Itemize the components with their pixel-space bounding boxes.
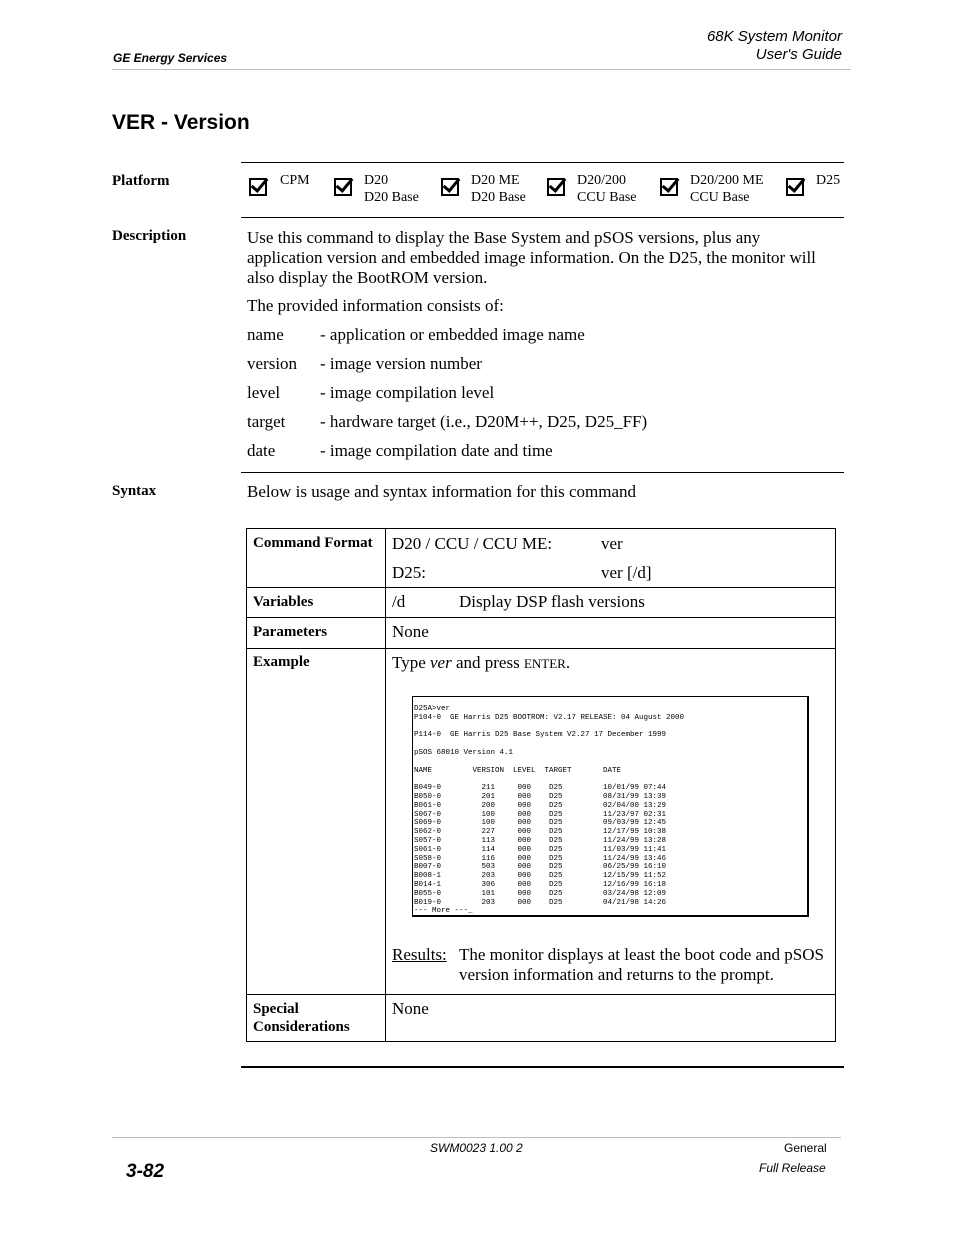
platform-check-icon-cpm	[249, 178, 267, 196]
example-instruction-text: .	[565, 653, 571, 672]
platform-item-line1: D20/200 ME	[690, 173, 764, 188]
description-intro: The provided information consists of:	[247, 296, 504, 315]
platform-item-line1: D20	[364, 173, 389, 188]
results-line: The monitor displays at least the boot code and pSOS	[459, 945, 824, 964]
special-considerations-value: None	[392, 999, 429, 1018]
syntax-label: Syntax	[112, 483, 157, 499]
syntax-table-row-divider	[246, 587, 836, 588]
field-term: date	[247, 441, 276, 460]
platform-check-icon-d20me	[441, 178, 459, 196]
syntax-table-row-divider	[246, 648, 836, 649]
description-bottom-rule	[241, 472, 844, 473]
header-divider	[112, 69, 851, 70]
platform-item-d20-200me	[690, 172, 764, 206]
platform-item-cpm	[280, 172, 310, 189]
syntax-table-column-divider	[385, 528, 386, 1042]
results-text	[459, 945, 824, 985]
header-doc-title	[707, 28, 842, 64]
terminal-line: B014-1 306 000 D25 12/16/99 16:18	[414, 881, 667, 889]
terminal-line: B049-0 211 000 D25 10/01/99 07:44	[414, 784, 667, 793]
example-label: Example	[253, 654, 310, 670]
example-instruction-text: and press	[451, 653, 524, 672]
example-command: ver	[430, 653, 452, 672]
parameters-label: Parameters	[253, 624, 328, 640]
field-def: - image compilation level	[320, 383, 495, 402]
platform-item-line2: D20 Base	[471, 190, 526, 205]
description-paragraph	[247, 228, 837, 288]
header-doc-title-line1: 68K System Monitor	[706, 28, 842, 45]
terminal-line: B061-0 200 000 D25 02/04/00 13:29	[414, 801, 667, 810]
terminal-line: S057-0 113 000 D25 11/24/99 13:28	[414, 837, 667, 845]
platform-bottom-rule	[241, 217, 844, 218]
terminal-line: S067-0 100 000 D25 11/23/97 02:31	[414, 810, 667, 819]
terminal-line: NAME VERSION LEVEL TARGET DATE	[414, 766, 622, 775]
platform-check-icon-d20	[334, 178, 352, 196]
results-label: Results:	[392, 945, 447, 964]
field-def: - image compilation date and time	[320, 441, 553, 460]
results-line: version information and returns to the prompt.	[459, 965, 774, 984]
terminal-line: B050-0 201 000 D25 08/31/99 13:39	[414, 793, 667, 801]
terminal-line: P114-0 GE Harris D25 Base System V2.27 17 December 1999	[414, 731, 667, 740]
description-line: Use this command to display the Base System and pSOS versions, plus any	[247, 228, 761, 247]
page-number: 3-82	[126, 1161, 165, 1182]
platform-top-rule	[241, 162, 844, 163]
platform-item-line2: D20 Base	[364, 190, 419, 205]
platform-check-icon-d20-200	[547, 178, 565, 196]
platform-item-line2: CCU Base	[577, 190, 637, 205]
command-format-platform: D25:	[392, 563, 426, 582]
section-end-rule	[241, 1066, 844, 1068]
page-title: VER - Version	[112, 111, 250, 134]
platform-item-d20	[364, 172, 419, 206]
terminal-line: S061-0 114 000 D25 11/03/99 11:41	[414, 845, 667, 854]
description-line: also display the BootROM version.	[247, 268, 488, 287]
terminal-line: --- More ---_	[414, 907, 473, 916]
footer-category: General	[784, 1141, 827, 1155]
footer-divider	[112, 1137, 841, 1138]
command-format-platform: D20 / CCU / CCU ME:	[392, 534, 553, 553]
terminal-line: B055-0 101 000 D25 03/24/98 12:09	[414, 889, 667, 898]
field-term: target	[247, 412, 286, 431]
terminal-line: D25A>ver	[414, 705, 451, 713]
platform-item-line1: CPM	[280, 173, 310, 188]
terminal-line: S058-0 116 000 D25 11/24/99 13:46	[414, 854, 667, 863]
syntax-table-row-divider	[246, 617, 836, 618]
platform-item-line2: CCU Base	[690, 190, 750, 205]
field-def: - application or embedded image name	[320, 325, 585, 344]
footer-release: Full Release	[759, 1161, 826, 1175]
platform-check-icon-d20-200me	[660, 178, 678, 196]
platform-item-line1: D20 ME	[471, 173, 520, 188]
terminal-line: S069-0 100 000 D25 09/03/99 12:45	[414, 819, 667, 828]
terminal-line: P104-0 GE Harris D25 BOOTROM: V2.17 RELEASE: 04 August 2000	[414, 713, 685, 722]
example-instruction	[392, 653, 570, 673]
command-format-label: Command Format	[253, 535, 373, 551]
terminal-line: B019-0 203 000 D25 04/21/98 14:26	[414, 898, 667, 907]
variables-label: Variables	[253, 594, 314, 610]
platform-item-d25	[816, 172, 840, 189]
description-label: Description	[112, 228, 187, 244]
header-doc-title-line2: User's Guide	[755, 46, 842, 63]
platform-label: Platform	[112, 173, 170, 189]
parameters-value: None	[392, 622, 429, 641]
platform-item-line1: D25	[816, 173, 841, 188]
syntax-intro: Below is usage and syntax information for this command	[247, 482, 637, 501]
field-term: version	[247, 354, 298, 373]
field-term: level	[247, 383, 281, 402]
variable-description: Display DSP flash versions	[459, 592, 645, 611]
platform-check-icon-d25	[786, 178, 804, 196]
command-format-command: ver [/d]	[601, 563, 652, 582]
field-term: name	[247, 325, 284, 344]
command-format-command: ver	[601, 534, 623, 553]
variable-name: /d	[392, 592, 406, 611]
example-key: ENTER	[523, 656, 566, 671]
field-def: - hardware target (i.e., D20M++, D25, D25_FF)	[320, 412, 648, 431]
special-label-line1: Special	[253, 1001, 299, 1017]
platform-item-line1: D20/200	[577, 173, 626, 188]
terminal-line: B007-0 503 000 D25 06/25/99 16:10	[414, 863, 667, 872]
document-id: SWM0023 1.00 2	[430, 1141, 523, 1155]
terminal-line: S062-0 227 000 D25 12/17/99 10:38	[414, 828, 667, 837]
special-label-line2: Considerations	[253, 1019, 350, 1035]
platform-item-d20-200	[577, 172, 637, 206]
field-def: - image version number	[320, 354, 482, 373]
special-considerations-label	[253, 1000, 350, 1036]
example-instruction-text: Type	[392, 653, 430, 672]
terminal-line: pSOS 68010 Version 4.1	[414, 749, 514, 757]
terminal-line: B008-1 203 000 D25 12/15/99 11:52	[414, 872, 667, 881]
header-company: GE Energy Services	[113, 51, 228, 65]
syntax-table-row-divider	[246, 994, 836, 995]
terminal-screenshot	[412, 696, 809, 917]
platform-item-d20me	[471, 172, 526, 206]
description-line: application version and embedded image information. On the D25, the monitor will	[247, 248, 816, 267]
